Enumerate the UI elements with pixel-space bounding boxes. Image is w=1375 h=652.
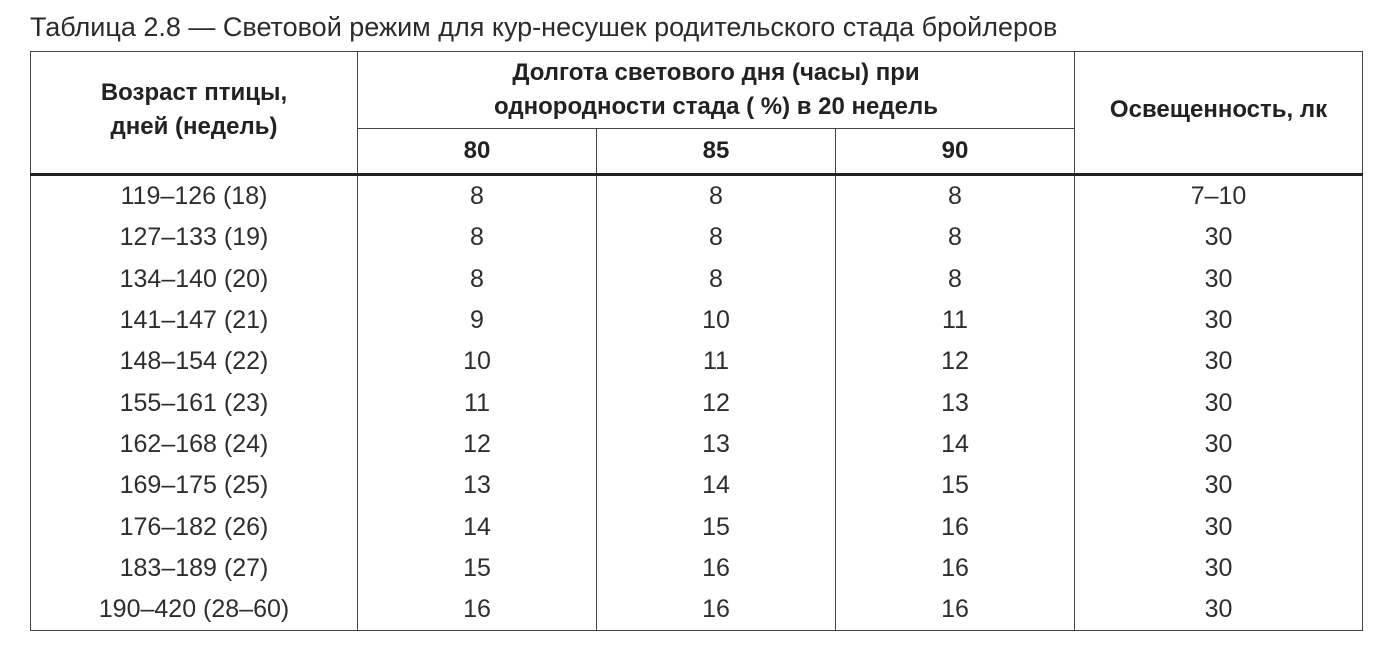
cell-daylight-90: 8 (836, 217, 1075, 258)
cell-illuminance: 30 (1075, 382, 1363, 423)
cell-age: 162–168 (24) (31, 424, 358, 465)
cell-illuminance: 7–10 (1075, 175, 1363, 218)
lighting-schedule-table (30, 51, 1363, 631)
cell-age: 169–175 (25) (31, 465, 358, 506)
cell-illuminance: 30 (1075, 259, 1363, 300)
cell-illuminance: 30 (1075, 300, 1363, 341)
cell-daylight-85: 10 (597, 300, 836, 341)
table-row (31, 382, 1363, 423)
cell-daylight-90: 16 (836, 506, 1075, 547)
table-row (31, 300, 1363, 341)
table-row (31, 175, 1363, 218)
cell-age: 127–133 (19) (31, 217, 358, 258)
cell-daylight-85: 13 (597, 424, 836, 465)
cell-illuminance: 30 (1075, 424, 1363, 465)
cell-daylight-80: 9 (358, 300, 597, 341)
cell-age: 148–154 (22) (31, 341, 358, 382)
cell-daylight-85: 8 (597, 259, 836, 300)
cell-daylight-90: 15 (836, 465, 1075, 506)
cell-daylight-85: 12 (597, 382, 836, 423)
cell-daylight-90: 16 (836, 589, 1075, 631)
cell-daylight-90: 8 (836, 259, 1075, 300)
cell-illuminance: 30 (1075, 217, 1363, 258)
header-uniformity-80: 80 (358, 129, 597, 175)
table-row (31, 217, 1363, 258)
cell-illuminance: 30 (1075, 465, 1363, 506)
cell-daylight-85: 8 (597, 217, 836, 258)
cell-daylight-90: 12 (836, 341, 1075, 382)
cell-age: 176–182 (26) (31, 506, 358, 547)
table-caption: Таблица 2.8 — Световой режим для кур-несушек родительского стада бройлеров (30, 12, 1058, 42)
cell-age: 155–161 (23) (31, 382, 358, 423)
table-body (31, 175, 1363, 631)
table-row (31, 506, 1363, 547)
cell-daylight-90: 13 (836, 382, 1075, 423)
cell-illuminance: 30 (1075, 506, 1363, 547)
cell-daylight-90: 11 (836, 300, 1075, 341)
cell-illuminance: 30 (1075, 548, 1363, 589)
header-illuminance: Освещенность, лк (1075, 52, 1363, 175)
cell-daylight-85: 14 (597, 465, 836, 506)
cell-daylight-80: 11 (358, 382, 597, 423)
cell-daylight-90: 16 (836, 548, 1075, 589)
header-age-line2: дней (недель) (110, 112, 278, 140)
header-group-line1: Долгота светового дня (часы) при (512, 59, 920, 86)
cell-daylight-80: 12 (358, 424, 597, 465)
cell-daylight-80: 8 (358, 175, 597, 218)
header-group-line2: однородности стада ( %) в 20 недель (494, 93, 938, 120)
table-row (31, 465, 1363, 506)
cell-illuminance: 30 (1075, 341, 1363, 382)
cell-age: 183–189 (27) (31, 548, 358, 589)
cell-daylight-85: 15 (597, 506, 836, 547)
cell-age: 141–147 (21) (31, 300, 358, 341)
cell-daylight-80: 10 (358, 341, 597, 382)
cell-age: 119–126 (18) (31, 175, 358, 218)
table-row (31, 589, 1363, 631)
cell-daylight-90: 8 (836, 175, 1075, 218)
table-row (31, 341, 1363, 382)
cell-daylight-80: 8 (358, 217, 597, 258)
table-row (31, 259, 1363, 300)
cell-illuminance: 30 (1075, 589, 1363, 631)
table-row (31, 424, 1363, 465)
header-age-line1: Возраст птицы, (100, 78, 288, 106)
cell-daylight-80: 8 (358, 259, 597, 300)
cell-daylight-90: 14 (836, 424, 1075, 465)
cell-daylight-85: 11 (597, 341, 836, 382)
header-uniformity-85: 85 (597, 129, 836, 175)
header-daylight-group (358, 52, 1075, 129)
cell-daylight-85: 8 (597, 175, 836, 218)
cell-daylight-80: 14 (358, 506, 597, 547)
cell-daylight-80: 15 (358, 548, 597, 589)
cell-daylight-80: 16 (358, 589, 597, 631)
cell-age: 190–420 (28–60) (31, 589, 358, 631)
cell-daylight-85: 16 (597, 548, 836, 589)
cell-daylight-80: 13 (358, 465, 597, 506)
cell-daylight-85: 16 (597, 589, 836, 631)
header-uniformity-90: 90 (836, 129, 1075, 175)
table-row (31, 548, 1363, 589)
header-row-top (31, 52, 1363, 129)
header-age (31, 52, 358, 175)
table-header (31, 52, 1363, 175)
cell-age: 134–140 (20) (31, 259, 358, 300)
